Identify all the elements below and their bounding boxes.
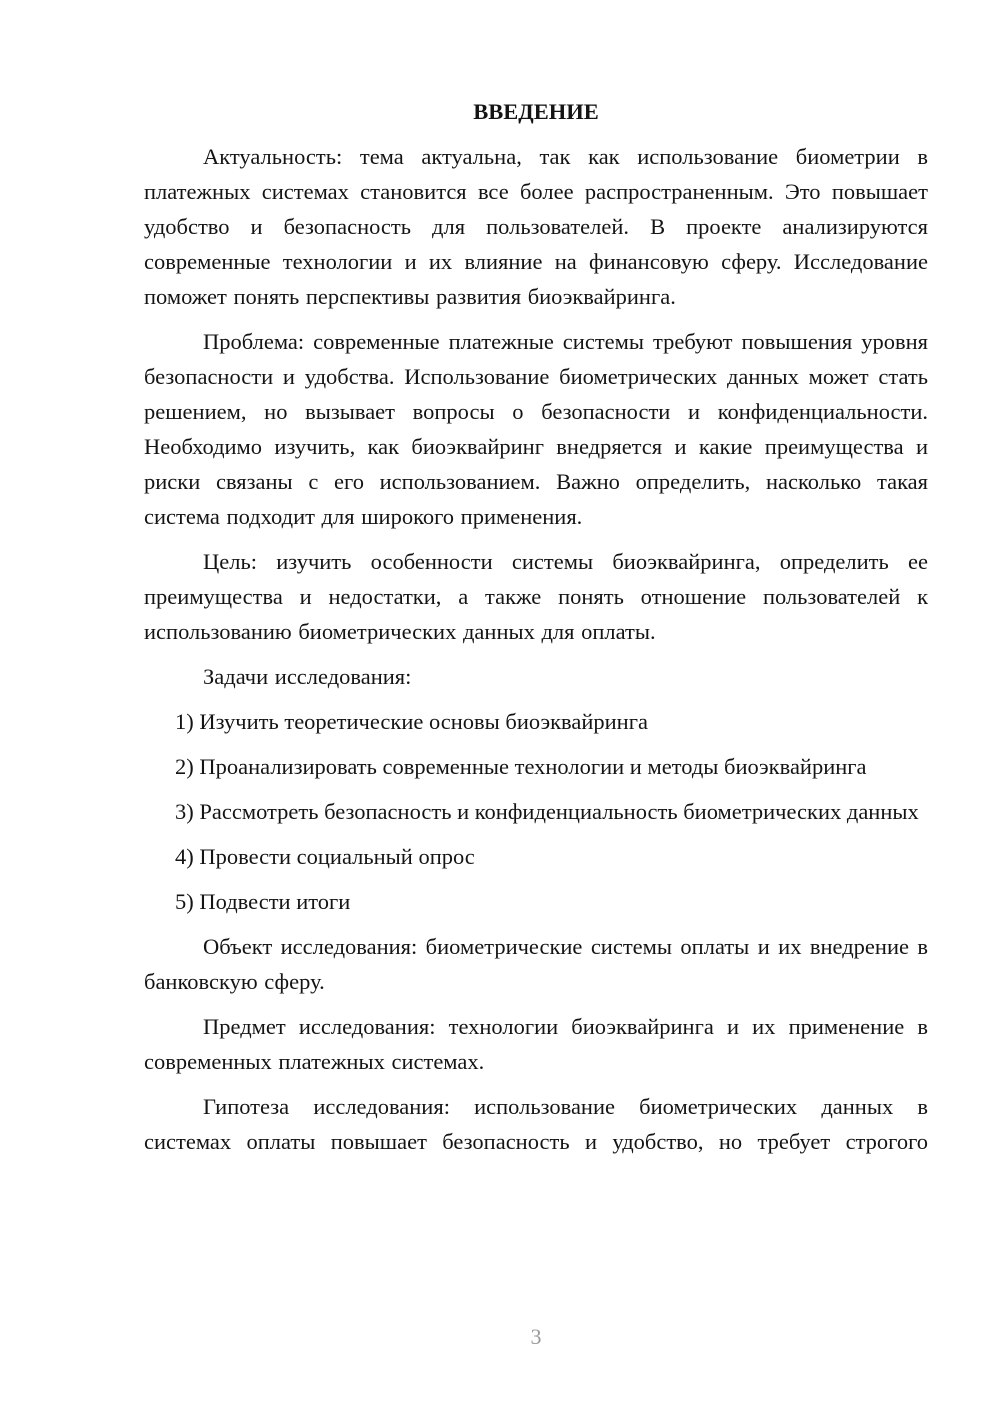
paragraph-object: Объект исследования: биометрические системы оплаты и их внедрение в банковскую сферу. <box>144 934 928 994</box>
task-item-2: 2) Проанализировать современные технологии и методы биоэквайринга <box>175 754 867 779</box>
tasks-heading: Задачи исследования: <box>203 664 412 689</box>
section-title: ВВЕДЕНИЕ <box>473 99 599 124</box>
page-number: 3 <box>530 1324 542 1349</box>
page-content <box>144 94 928 1169</box>
paragraph-goal: Цель: изучить особенности системы биоэквайринга, определить ее преимущества и недостатки, а также понять отношение пользователей к использованию биометрических данных для оплаты. <box>144 549 928 644</box>
paragraph-subject: Предмет исследования: технологии биоэквайринга и их применение в современных платежных системах. <box>144 1014 928 1074</box>
paragraph-hypothesis: Гипотеза исследования: использование биометрических данных в системах оплаты повышает безопасность и удобство, но требует строгого <box>144 1094 928 1154</box>
task-item-4: 4) Провести социальный опрос <box>175 844 475 869</box>
task-item-5: 5) Подвести итоги <box>175 889 351 914</box>
paragraph-relevance: Актуальность: тема актуальна, так как использование биометрии в платежных системах становится все более распространенным. Это повышает удобство и безопасность для пользователей. В проекте анализируются современные технологии и их влияние на финансовую сферу. Исследование поможет понять перспективы развития биоэквайринга. <box>144 144 928 309</box>
paragraph-problem: Проблема: современные платежные системы требуют повышения уровня безопасности и удобства. Использование биометрических данных может стать решением, но вызывает вопросы о безопасности и конфиденциальности. Необходимо изучить, как биоэквайринг внедряется и какие преимущества и риски связаны с его использованием. Важно определить, насколько такая система подходит для широкого применения. <box>144 329 928 529</box>
task-item-1: 1) Изучить теоретические основы биоэквайринга <box>175 709 648 734</box>
task-item-3: 3) Рассмотреть безопасность и конфиденциальность биометрических данных <box>175 799 919 824</box>
